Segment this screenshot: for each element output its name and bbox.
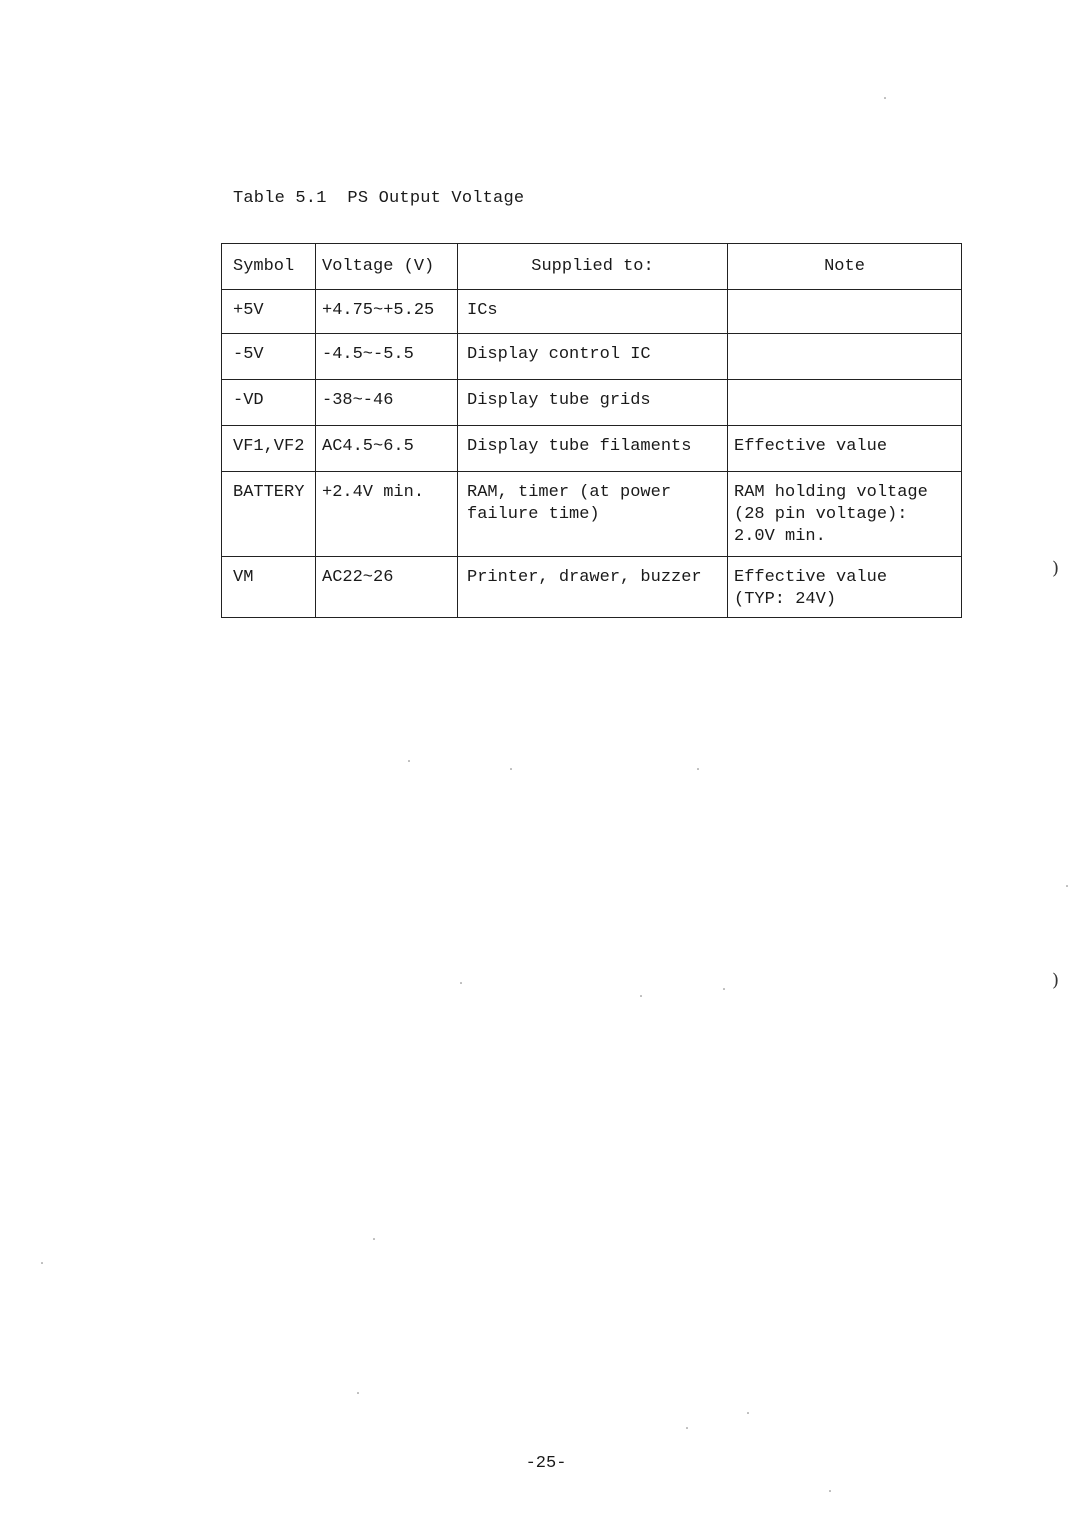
cell-note xyxy=(728,290,962,334)
scan-speck xyxy=(373,1238,375,1240)
table-row xyxy=(222,557,962,618)
cell-supplied-to: ICs xyxy=(458,290,728,334)
scan-speck xyxy=(41,1262,43,1264)
scan-speck xyxy=(686,1427,688,1429)
scan-speck xyxy=(357,1392,359,1394)
table-row xyxy=(222,380,962,426)
scan-speck xyxy=(697,768,699,770)
cell-supplied-to: Display tube grids xyxy=(458,380,728,426)
cell-note: Effective value xyxy=(728,426,962,472)
table-row xyxy=(222,472,962,557)
scan-speck xyxy=(1066,885,1068,887)
cell-symbol: -VD xyxy=(222,380,316,426)
cell-note xyxy=(728,380,962,426)
cell-note: RAM holding voltage (28 pin voltage): 2.0V min. xyxy=(728,472,962,557)
scan-speck xyxy=(884,97,886,99)
cell-supplied-to: Display control IC xyxy=(458,334,728,380)
cell-supplied-to: Display tube filaments xyxy=(458,426,728,472)
cell-note: Effective value (TYP: 24V) xyxy=(728,557,962,618)
header-voltage: Voltage (V) xyxy=(316,244,458,290)
cell-voltage: -38~-46 xyxy=(316,380,458,426)
table-row xyxy=(222,290,962,334)
table-header-row xyxy=(222,244,962,290)
cell-supplied-to: RAM, timer (at power failure time) xyxy=(458,472,728,557)
margin-mark: ) xyxy=(1052,558,1060,579)
scan-speck xyxy=(829,1490,831,1492)
cell-supplied-to: Printer, drawer, buzzer xyxy=(458,557,728,618)
scan-speck xyxy=(723,988,725,990)
scan-speck xyxy=(747,1412,749,1414)
header-supplied-to: Supplied to: xyxy=(458,244,728,290)
cell-symbol: BATTERY xyxy=(222,472,316,557)
table-row xyxy=(222,334,962,380)
cell-voltage: +4.75~+5.25 xyxy=(316,290,458,334)
cell-voltage: AC22~26 xyxy=(316,557,458,618)
table-row xyxy=(222,426,962,472)
cell-voltage: +2.4V min. xyxy=(316,472,458,557)
table-caption: Table 5.1 PS Output Voltage xyxy=(233,189,525,208)
margin-mark: ) xyxy=(1052,970,1060,991)
cell-symbol: +5V xyxy=(222,290,316,334)
cell-note xyxy=(728,334,962,380)
cell-symbol: VM xyxy=(222,557,316,618)
header-symbol: Symbol xyxy=(222,244,316,290)
scan-speck xyxy=(460,982,462,984)
ps-output-voltage-table xyxy=(221,243,962,618)
scan-speck xyxy=(640,995,642,997)
scan-speck xyxy=(510,768,512,770)
scan-speck xyxy=(408,760,410,762)
cell-voltage: -4.5~-5.5 xyxy=(316,334,458,380)
cell-symbol: -5V xyxy=(222,334,316,380)
cell-symbol: VF1,VF2 xyxy=(222,426,316,472)
page-number: -25- xyxy=(525,1454,567,1473)
header-note: Note xyxy=(728,244,962,290)
cell-voltage: AC4.5~6.5 xyxy=(316,426,458,472)
